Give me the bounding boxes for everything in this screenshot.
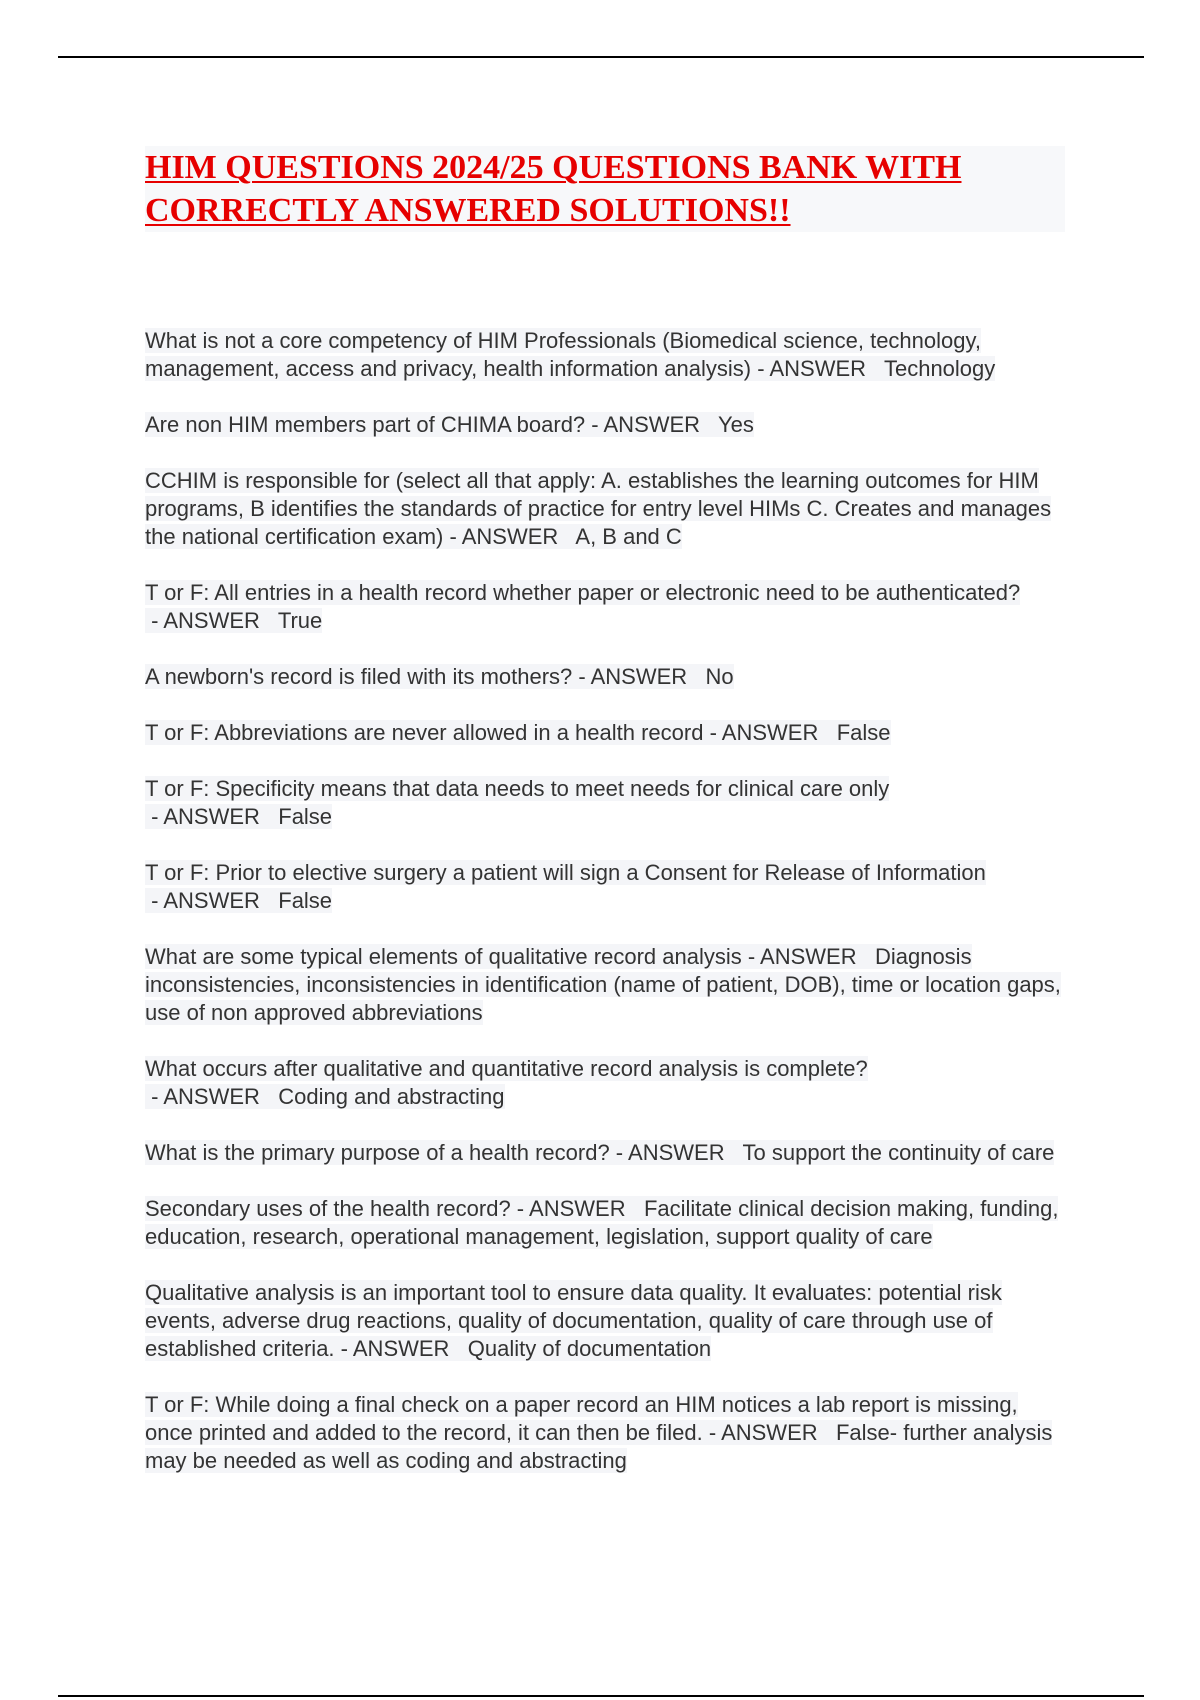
qa-item — [145, 775, 1065, 831]
question-text: T or F: Prior to elective surgery a patient will sign a Consent for Release of Information — [145, 860, 986, 885]
answer-marker: - ANSWER — [145, 608, 278, 633]
answer-text: Coding and abstracting — [278, 1084, 505, 1109]
question-text: T or F: Abbreviations are never allowed in a health record — [145, 720, 704, 745]
document-body — [145, 146, 1065, 1503]
qa-item — [145, 1139, 1065, 1167]
question-text: What is the primary purpose of a health record? — [145, 1140, 610, 1165]
qa-item — [145, 1195, 1065, 1251]
question-text: T or F: All entries in a health record whether paper or electronic need to be authenticated? — [145, 580, 1021, 605]
question-text: Qualitative analysis is an important tool to ensure data quality. It evaluates: potential risk events, adverse drug reactions, quality of documentation, quality of care through use of established criteria. — [145, 1280, 1002, 1361]
answer-text: True — [277, 608, 323, 633]
answer-text: Diagnosis inconsistencies, inconsistencies in identification (name of patient, DOB), time or location gaps, use of non approved abbreviations — [145, 944, 1061, 1025]
qa-item — [145, 467, 1065, 551]
answer-text: Facilitate clinical decision making, funding, education, research, operational management, legislation, support quality of care — [145, 1196, 1059, 1249]
answer-text: To support the continuity of care — [742, 1140, 1055, 1165]
answer-text: No — [705, 664, 734, 689]
qa-item — [145, 579, 1065, 635]
qa-item — [145, 1055, 1065, 1111]
question-text: What is not a core competency of HIM Professionals (Biomedical science, technology, management, access and privacy, health information analysis) — [145, 328, 981, 381]
answer-marker: - ANSWER — [585, 412, 719, 437]
question-text: What are some typical elements of qualitative record analysis — [145, 944, 742, 969]
qa-item — [145, 663, 1065, 691]
top-rule — [58, 56, 1144, 58]
question-text: Secondary uses of the health record? — [145, 1196, 511, 1221]
answer-marker: - ANSWER — [145, 804, 279, 829]
qa-list — [145, 327, 1065, 1475]
qa-item — [145, 1279, 1065, 1363]
question-text: What occurs after qualitative and quantitative record analysis is complete? — [145, 1056, 868, 1081]
question-text: T or F: Specificity means that data needs to meet needs for clinical care only — [145, 776, 890, 801]
question-text: T or F: While doing a final check on a paper record an HIM notices a lab report is missing, once printed and added to the record, it can then be filed. — [145, 1392, 1018, 1445]
answer-text: Quality of documentation — [467, 1336, 712, 1361]
question-text: Are non HIM members part of CHIMA board? — [145, 412, 586, 437]
answer-marker: - ANSWER — [751, 356, 884, 381]
answer-marker: - ANSWER — [702, 1420, 836, 1445]
answer-marker: - ANSWER — [572, 664, 706, 689]
answer-marker: - ANSWER — [741, 944, 875, 969]
answer-marker: - ANSWER — [145, 1084, 279, 1109]
answer-text: False — [278, 888, 333, 913]
answer-marker: - ANSWER — [609, 1140, 743, 1165]
qa-item — [145, 859, 1065, 915]
answer-text: False — [836, 720, 891, 745]
qa-item — [145, 1391, 1065, 1475]
answer-marker: - ANSWER — [334, 1336, 468, 1361]
answer-marker: - ANSWER — [443, 524, 576, 549]
answer-text: A, B and C — [575, 524, 682, 549]
answer-text: Yes — [718, 412, 754, 437]
answer-marker: - ANSWER — [510, 1196, 644, 1221]
answer-text: False — [278, 804, 333, 829]
question-text: A newborn's record is filed with its mothers? — [145, 664, 573, 689]
qa-item — [145, 327, 1065, 383]
qa-item — [145, 943, 1065, 1027]
answer-marker: - ANSWER — [703, 720, 837, 745]
qa-item — [145, 719, 1065, 747]
document-title: HIM QUESTIONS 2024/25 QUESTIONS BANK WITH CORRECTLY ANSWERED SOLUTIONS!! — [145, 146, 1065, 232]
answer-text: Technology — [883, 356, 996, 381]
qa-item — [145, 411, 1065, 439]
answer-text: False- further analysis may be needed as well as coding and abstracting — [145, 1420, 1053, 1473]
bottom-rule — [58, 1695, 1144, 1697]
answer-marker: - ANSWER — [145, 888, 279, 913]
question-text: CCHIM is responsible for (select all that apply: A. establishes the learning outcomes for HIM programs, B identifies the standards of practice for entry level HIMs C. Creates and manages the national certification exam) — [145, 468, 1052, 549]
